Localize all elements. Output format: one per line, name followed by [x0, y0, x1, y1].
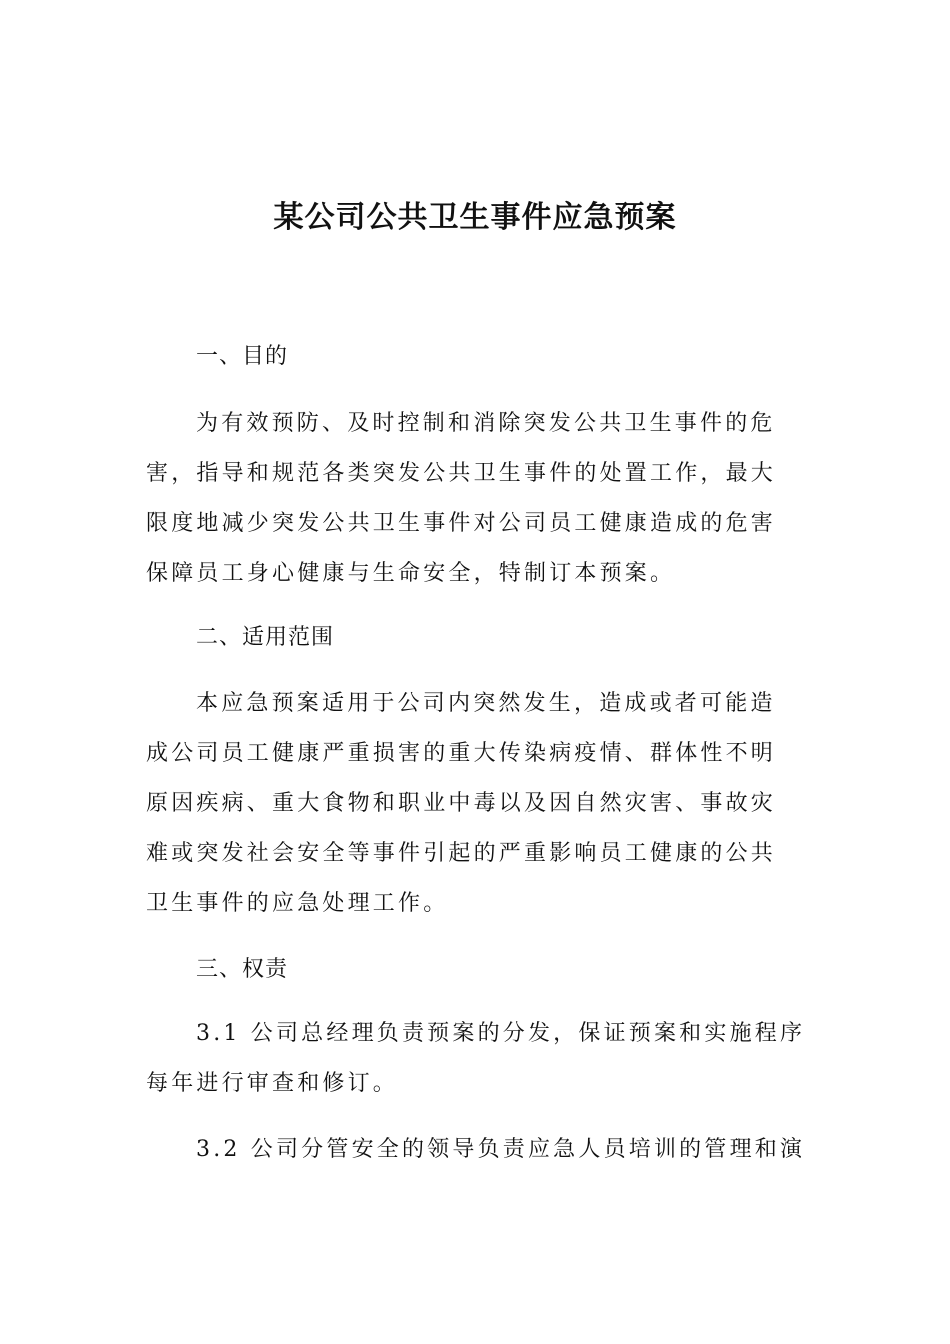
responsibility-item-3-2	[146, 1125, 806, 1175]
paragraph-line: 难或突发社会安全等事件引起的严重影响员工健康的公共	[146, 841, 777, 866]
section-heading-responsibilities: 三、权责	[196, 957, 289, 982]
paragraph-line: 3.1 公司总经理负责预案的分发，保证预案和实施程序	[196, 1021, 806, 1046]
paragraph-line: 为有效预防、及时控制和消除突发公共卫生事件的危	[196, 411, 776, 436]
paragraph-line: 原因疾病、重大食物和职业中毒以及因自然灾害、事故灾	[146, 791, 777, 816]
responsibility-item-3-1	[146, 1009, 806, 1109]
section-heading-purpose: 一、目的	[196, 344, 289, 369]
document-title: 某公司公共卫生事件应急预案	[273, 200, 677, 235]
section-body-scope	[146, 679, 806, 929]
paragraph-line: 每年进行审查和修订。	[146, 1071, 399, 1096]
section-body-purpose	[146, 399, 806, 599]
paragraph-line: 保障员工身心健康与生命安全，特制订本预案。	[146, 561, 676, 586]
section-heading-scope: 二、适用范围	[196, 625, 335, 650]
paragraph-line: 卫生事件的应急处理工作。	[146, 891, 449, 916]
paragraph-line: 成公司员工健康严重损害的重大传染病疫情、群体性不明	[146, 741, 777, 766]
paragraph-line: 本应急预案适用于公司内突然发生，造成或者可能造	[196, 691, 776, 716]
paragraph-line: 害，指导和规范各类突发公共卫生事件的处置工作，最大	[146, 461, 777, 486]
paragraph-line: 限度地减少突发公共卫生事件对公司员工健康造成的危害	[146, 511, 777, 536]
paragraph-line: 3.2 公司分管安全的领导负责应急人员培训的管理和演	[196, 1137, 806, 1162]
